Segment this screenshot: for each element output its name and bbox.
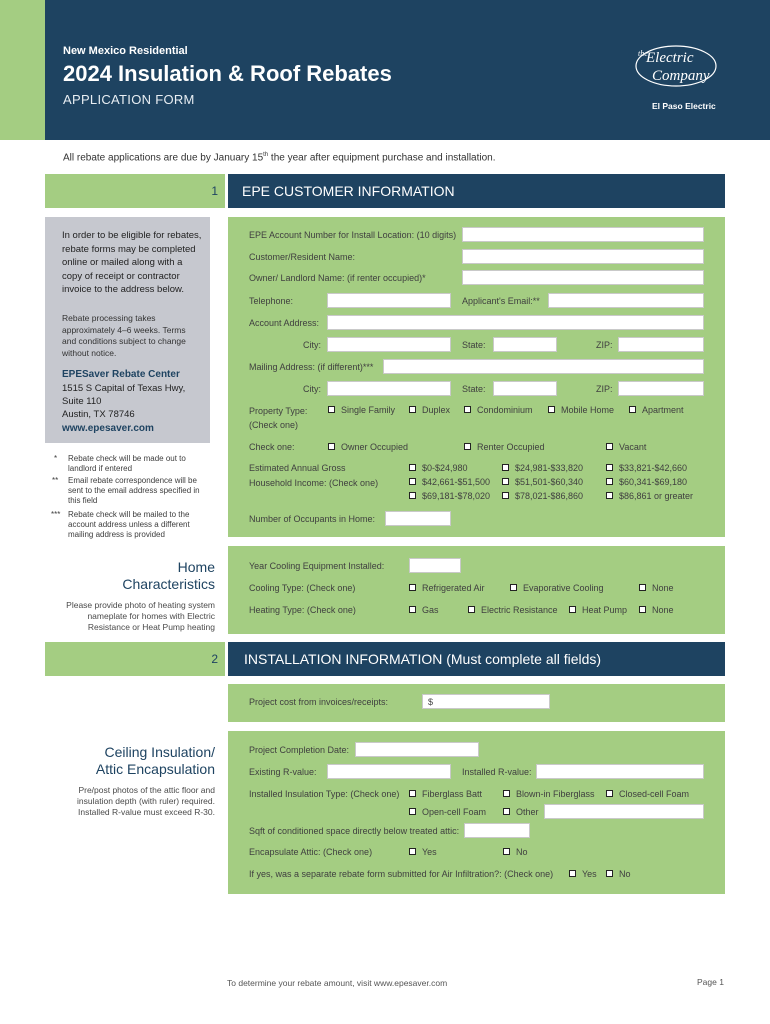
blown-in-fiberglass-label: Blown-in Fiberglass xyxy=(516,789,595,799)
mobile-home-checkbox[interactable] xyxy=(548,406,555,413)
owner-occupied-label: Owner Occupied xyxy=(341,442,409,452)
cooling-none-label: None xyxy=(652,583,674,593)
heating-type-label: Heating Type: (Check one) xyxy=(249,605,356,615)
occupants-label: Number of Occupants in Home: xyxy=(249,514,376,524)
footnote-2-mark: ** xyxy=(52,476,59,485)
fiberglass-batt-checkbox[interactable] xyxy=(409,790,416,797)
installed-r-value-label: Installed R-value: xyxy=(462,767,532,777)
other-insulation-label: Other xyxy=(516,807,539,817)
telephone-label: Telephone: xyxy=(249,296,294,306)
income-range-5: $51,501-$60,340 xyxy=(515,477,584,487)
air-infiltration-no-checkbox[interactable] xyxy=(606,870,613,877)
mailing-state-field[interactable] xyxy=(493,381,557,396)
gas-heating-label: Gas xyxy=(422,605,439,615)
mailing-city-label: City: xyxy=(303,384,321,394)
condominium-label: Condominium xyxy=(477,405,533,415)
electric-company-logo xyxy=(630,40,730,110)
section1-title: EPE CUSTOMER INFORMATION xyxy=(242,183,455,199)
income-78021-86860-checkbox[interactable] xyxy=(502,492,509,499)
income-range-8: $78,021-$86,860 xyxy=(515,491,584,501)
open-cell-foam-label: Open-cell Foam xyxy=(422,807,487,817)
income-range-6: $60,341-$69,180 xyxy=(619,477,688,487)
city-label: City: xyxy=(303,340,321,350)
customer-info-panel xyxy=(228,217,725,537)
footnote-1: Rebate check will be made out to landlord if entered xyxy=(68,454,186,473)
section2-title: INSTALLATION INFORMATION (Must complete all fields) xyxy=(244,651,602,667)
duplex-checkbox[interactable] xyxy=(409,406,416,413)
closed-cell-foam-checkbox[interactable] xyxy=(606,790,613,797)
occupants-field[interactable] xyxy=(385,511,451,526)
year-cooling-label: Year Cooling Equipment Installed: xyxy=(249,561,385,571)
renter-occupied-label: Renter Occupied xyxy=(477,442,545,452)
renter-occupied-checkbox[interactable] xyxy=(464,443,471,450)
income-24981-33820-checkbox[interactable] xyxy=(502,464,509,471)
income-0-24980-checkbox[interactable] xyxy=(409,464,416,471)
single-family-checkbox[interactable] xyxy=(328,406,335,413)
other-insulation-field[interactable] xyxy=(544,804,704,819)
rebate-center-address-3: Austin, TX 78746 xyxy=(62,409,135,420)
owner-occupied-checkbox[interactable] xyxy=(328,443,335,450)
air-infiltration-yes-checkbox[interactable] xyxy=(569,870,576,877)
electric-resistance-label: Electric Resistance xyxy=(481,605,558,615)
header-region: New Mexico Residential xyxy=(63,45,188,57)
gas-heating-checkbox[interactable] xyxy=(409,606,416,613)
zip-field[interactable] xyxy=(618,337,704,352)
svg-text:Electric: Electric xyxy=(646,50,694,66)
header-accent-strip xyxy=(0,0,45,140)
footnote-3: Rebate check will be mailed to the account address unless a different mailing address is provided xyxy=(68,510,190,539)
heat-pump-checkbox[interactable] xyxy=(569,606,576,613)
page-subtitle: APPLICATION FORM xyxy=(63,92,195,107)
income-range-3: $33,821-$42,660 xyxy=(619,463,688,473)
rebate-center-address-2: Suite 110 xyxy=(62,396,102,407)
rebate-center-address-1: 1515 S Capital of Texas Hwy, xyxy=(62,383,186,394)
refrigerated-air-checkbox[interactable] xyxy=(409,584,416,591)
rebate-center-name: EPESaver Rebate Center xyxy=(62,369,180,380)
income-range-4: $42,661-$51,500 xyxy=(422,477,491,487)
logo-subtext: El Paso Electric xyxy=(652,101,716,111)
existing-r-value-field[interactable] xyxy=(327,764,451,779)
mailing-state-label: State: xyxy=(462,384,486,394)
income-51501-60340-checkbox[interactable] xyxy=(502,478,509,485)
refrigerated-air-label: Refrigerated Air xyxy=(422,583,485,593)
income-86861-plus-checkbox[interactable] xyxy=(606,492,613,499)
evaporative-cooling-checkbox[interactable] xyxy=(510,584,517,591)
account-number-label: EPE Account Number for Install Location: (10 digits) xyxy=(249,230,457,240)
property-type-label: Property Type: xyxy=(249,406,308,416)
ceiling-photo-note: Pre/post photos of the attic floor and insulation depth (with ruler) required. Installed R-value must exceed R-30. xyxy=(77,785,215,817)
condominium-checkbox[interactable] xyxy=(464,406,471,413)
encapsulate-yes-checkbox[interactable] xyxy=(409,848,416,855)
footnote-2: Email rebate correspondence will be sent to the email address specified in this field xyxy=(68,476,200,505)
evaporative-cooling-label: Evaporative Cooling xyxy=(523,583,604,593)
page-title: 2024 Insulation & Roof Rebates xyxy=(63,61,392,86)
income-range-9: $86,861 or greater xyxy=(619,491,694,501)
installed-r-value-field[interactable] xyxy=(536,764,704,779)
duplex-label: Duplex xyxy=(422,405,451,415)
section1-number: 1 xyxy=(211,184,218,198)
encapsulate-no-checkbox[interactable] xyxy=(503,848,510,855)
page-number: Page 1 xyxy=(697,977,724,987)
notice-text: All rebate applications are due by January 15 xyxy=(63,152,264,164)
mobile-home-label: Mobile Home xyxy=(561,405,615,415)
encapsulate-yes-label: Yes xyxy=(422,847,437,857)
income-42661-51500-checkbox[interactable] xyxy=(409,478,416,485)
notice-sup: th xyxy=(263,152,269,158)
income-label-line1: Estimated Annual Gross xyxy=(249,463,346,473)
zip-label: ZIP: xyxy=(596,340,613,350)
year-cooling-field[interactable] xyxy=(409,558,461,573)
eligibility-text: In order to be eligible for rebates, rebate forms may be completed online or mailed along with a copy of receipt or contractor invoice to the address below. xyxy=(62,230,202,295)
heating-none-label: None xyxy=(652,605,674,615)
vacant-checkbox[interactable] xyxy=(606,443,613,450)
income-69181-78020-checkbox[interactable] xyxy=(409,492,416,499)
home-title-line1: Home xyxy=(177,559,215,575)
income-33821-42660-checkbox[interactable] xyxy=(606,464,613,471)
income-range-2: $24,981-$33,820 xyxy=(515,463,584,473)
heating-none-checkbox[interactable] xyxy=(639,606,646,613)
heat-pump-label: Heat Pump xyxy=(582,605,628,615)
cooling-type-label: Cooling Type: (Check one) xyxy=(249,583,356,593)
project-cost-label: Project cost from invoices/receipts: xyxy=(249,697,389,707)
sqft-field[interactable] xyxy=(464,823,530,838)
project-cost-field[interactable] xyxy=(422,694,550,709)
account-address-label: Account Address: xyxy=(249,318,320,328)
sqft-label: Sqft of conditioned space directly below treated attic: xyxy=(249,826,460,836)
processing-text: Rebate processing takes approximately 4–6 weeks. Terms and conditions subject to change without notice. xyxy=(62,313,186,358)
home-photo-note: Please provide photo of heating system nameplate for homes with Electric Resistance or Heat Pump heating xyxy=(66,600,215,632)
city-field[interactable] xyxy=(327,337,451,352)
occupancy-label: Check one: xyxy=(249,442,295,452)
electric-resistance-checkbox[interactable] xyxy=(468,606,475,613)
logo-mark xyxy=(630,40,730,110)
mailing-address-field[interactable] xyxy=(383,359,704,374)
income-60341-69180-checkbox[interactable] xyxy=(606,478,613,485)
mailing-address-label: Mailing Address: (if different)*** xyxy=(249,362,374,372)
income-range-1: $0-$24,980 xyxy=(422,463,468,473)
property-type-check-one: (Check one) xyxy=(249,420,299,430)
fiberglass-batt-label: Fiberglass Batt xyxy=(422,789,483,799)
state-label: State: xyxy=(462,340,486,350)
mailing-zip-field[interactable] xyxy=(618,381,704,396)
epesaver-link[interactable]: www.epesaver.com xyxy=(62,423,154,434)
state-field[interactable] xyxy=(493,337,557,352)
cooling-none-checkbox[interactable] xyxy=(639,584,646,591)
customer-name-label: Customer/Resident Name: xyxy=(249,252,356,262)
encapsulate-label: Encapsulate Attic: (Check one) xyxy=(249,847,373,857)
air-infiltration-no-label: No xyxy=(619,869,631,879)
other-insulation-checkbox[interactable] xyxy=(503,808,510,815)
income-label-line2: Household Income: (Check one) xyxy=(249,478,379,488)
insulation-type-label: Installed Insulation Type: (Check one) xyxy=(249,789,400,799)
notice-text-end: the year after equipment purchase and installation. xyxy=(268,152,496,164)
completion-date-field[interactable] xyxy=(355,742,479,757)
owner-name-field[interactable] xyxy=(462,270,704,285)
apartment-label: Apartment xyxy=(642,405,684,415)
income-range-7: $69,181-$78,020 xyxy=(422,491,491,501)
mailing-zip-label: ZIP: xyxy=(596,384,613,394)
account-number-field[interactable] xyxy=(462,227,704,242)
apartment-checkbox[interactable] xyxy=(629,406,636,413)
customer-name-field[interactable] xyxy=(462,249,704,264)
home-title-line2: Characteristics xyxy=(122,576,215,592)
svg-text:Company: Company xyxy=(652,68,710,84)
existing-r-value-label: Existing R-value: xyxy=(249,767,317,777)
email-field[interactable] xyxy=(548,293,704,308)
telephone-field[interactable] xyxy=(327,293,451,308)
owner-name-label: Owner/ Landlord Name: (if renter occupied)* xyxy=(249,273,426,283)
open-cell-foam-checkbox[interactable] xyxy=(409,808,416,815)
completion-date-label: Project Completion Date: xyxy=(249,745,350,755)
section2-number: 2 xyxy=(211,652,218,666)
encapsulate-no-label: No xyxy=(516,847,528,857)
email-label: Applicant's Email:** xyxy=(462,296,540,306)
air-infiltration-yes-label: Yes xyxy=(582,869,597,879)
mailing-city-field[interactable] xyxy=(327,381,451,396)
svg-text:the: the xyxy=(638,49,648,58)
ceiling-title-line2: Attic Encapsulation xyxy=(95,761,215,777)
blown-in-fiberglass-checkbox[interactable] xyxy=(503,790,510,797)
ceiling-title-line1: Ceiling Insulation/ xyxy=(104,744,215,760)
account-address-field[interactable] xyxy=(327,315,704,330)
vacant-label: Vacant xyxy=(619,442,647,452)
air-infiltration-label: If yes, was a separate rebate form submitted for Air Infiltration?: (Check one) xyxy=(249,869,554,879)
closed-cell-foam-label: Closed-cell Foam xyxy=(619,789,690,799)
footnote-1-mark: * xyxy=(54,454,58,463)
due-date-notice xyxy=(63,152,496,163)
footnote-3-mark: *** xyxy=(51,510,61,519)
footer-rebate-note: To determine your rebate amount, visit www.epesaver.com xyxy=(227,978,448,988)
dollar-sign: $ xyxy=(428,697,434,707)
single-family-label: Single Family xyxy=(341,405,396,415)
